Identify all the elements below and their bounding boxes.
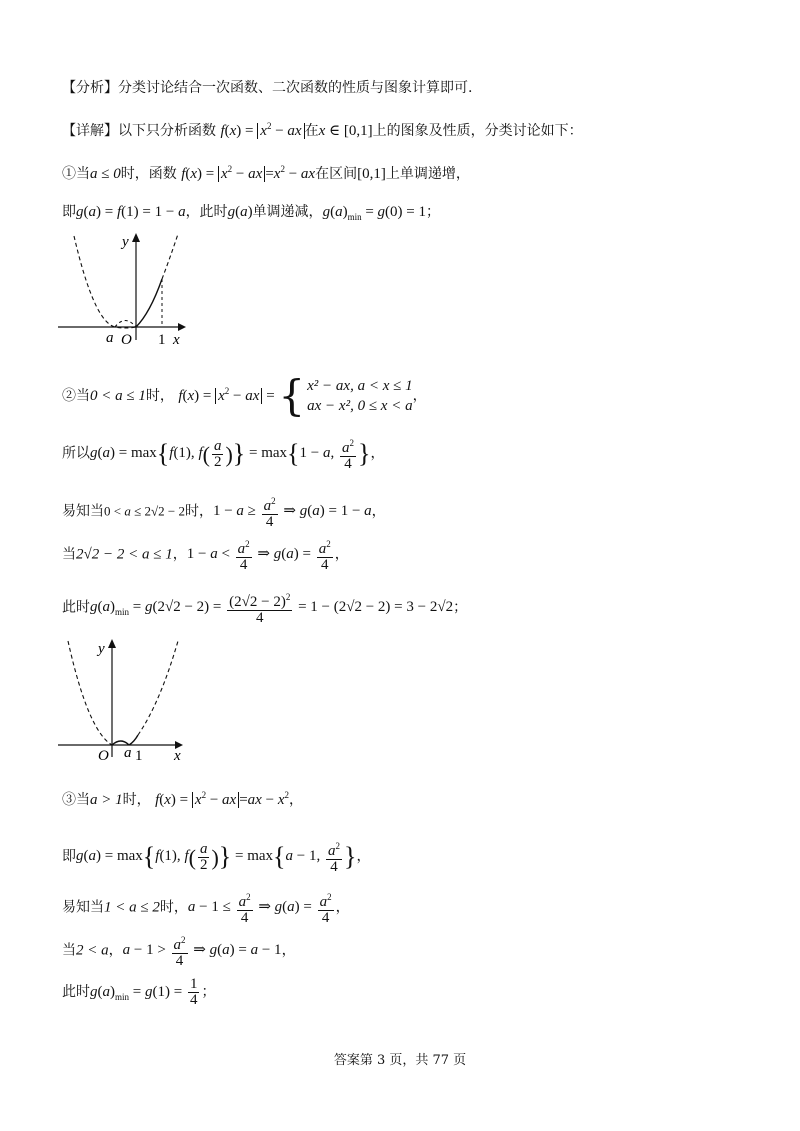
graph2-right-branch <box>138 641 178 735</box>
case3-result2: a − 1 > $\frac{a^2}{4}$ ⇒ g(a) = a − 1 <box>122 935 282 969</box>
graph1-y-arrow <box>132 233 140 242</box>
detail-text-after: 上的图象及性质，分类讨论如下： <box>372 123 583 139</box>
graph1-label-o: O <box>121 332 132 348</box>
case3-line1: ③当a > 1时， $f(x) = x^2$ − ax $=ax - x^2$， <box>62 790 303 808</box>
case3-line2: 即g(a) = max{f(1), f( $\frac{a}{2}$ )} = max{a − 1, $\frac{a^2}{4}$ }， <box>62 840 371 875</box>
case2-piece1: x² − ax, a < x ≤ 1 <box>307 378 413 394</box>
case2-easy-know: 易知当 <box>62 503 104 520</box>
case2-when-cond: 2√2 − 2 < a ≤ 1 <box>76 546 173 563</box>
analysis-line <box>62 78 472 98</box>
case1-cond: a ≤ 0 <box>90 166 121 182</box>
case3-mark: ③ <box>62 792 76 808</box>
detail-text-mid: 在 <box>304 123 319 139</box>
case2-max-formula: g(a) = max{f(1), f( $\frac{a}{2}$ )} = max{1 − a, $\frac{a^2}{4}$ } <box>90 437 371 472</box>
case3-when: 当 <box>62 942 76 959</box>
graph2-label-a: a <box>124 745 132 761</box>
case3-at-this: 此时 <box>62 983 90 1000</box>
case2-ineq1: 0 < a ≤ 2√2 − 2 <box>104 503 185 519</box>
case2-line2: 所以g(a) = max{f(1), f( $\frac{a}{2}$ )} = max{1 − a, $\frac{a^2}{4}$ }， <box>62 437 385 472</box>
case2-result2: 1 − a < $\frac{a^2}{4}$ ⇒ g(a) = $\frac{a^2}{4}$ <box>186 539 331 573</box>
graph-case1 <box>58 228 198 348</box>
case2-line4: 当2√2 − 2 < a ≤ 1，1 − a < $\frac{a^2}{4}$ ⇒ g(a) = $\frac{a^2}{4}$ ， <box>62 539 349 573</box>
case1-ga: g(a) = f(1) = 1 − a <box>76 204 186 220</box>
graph2-label-x: x <box>174 748 181 763</box>
case3-easy-cond: 1 < a ≤ 2 <box>104 899 160 916</box>
case3-so: 即 <box>62 848 76 865</box>
case2-piece2: ax − x², 0 ≤ x < a <box>307 398 413 414</box>
formula-fx: $f(x) = x^2$ − ax <box>220 123 304 139</box>
graph2-rise-solid <box>129 735 138 745</box>
graph1-solid-curve <box>136 279 162 327</box>
graph2-left-branch <box>68 641 112 745</box>
detail-text: 以下只分析函数 <box>118 123 216 139</box>
case3-easy-know: 易知当 <box>62 899 104 916</box>
graph2-label-o: O <box>98 748 109 763</box>
case3-after-cond: 时， <box>122 792 151 808</box>
case1-mid: ，此时 <box>185 204 228 220</box>
case2-line5: 此时$g(a)_{min} = g(2√2 - 2)$ = $\frac{(2√2 - 2)^2}{4}$ = 1 − (2√2 − 2) = 3 − 2√2； <box>62 592 468 626</box>
graph1-label-1: 1 <box>158 332 166 348</box>
case3-line4: 当2 < a，a − 1 > $\frac{a^2}{4}$ ⇒ g(a) = a − 1， <box>62 935 296 969</box>
page-footer: 答案第 3 页，共 77 页 <box>333 1053 467 1068</box>
graph-case2 <box>58 633 198 763</box>
graph2-label-1: 1 <box>135 748 143 763</box>
case1-mark: ① <box>62 166 76 182</box>
case3-line3: 易知当1 < a ≤ 2时，a − 1 ≤ $\frac{a^2}{4}$ ⇒ g(a) = $\frac{a^2}{4}$ ， <box>62 892 350 926</box>
case3-formula: $f(x) = x^2$ − ax $=ax - x^2$ <box>155 790 289 808</box>
case2-when: 当 <box>62 546 76 563</box>
case2-cases <box>307 376 412 416</box>
case2-min: $g(a)_{min} = g(2√2 - 2)$ = $\frac{(2√2 - 2)^2}{4}$ = 1 − (2√2 − 2) = 3 − 2√2 <box>90 592 454 626</box>
formula-domain: x ∈ [0,1] <box>318 123 373 139</box>
graph1-x-arrow <box>178 323 186 331</box>
case2-so: 所以 <box>62 445 90 462</box>
case1-monotone-after: 上单调递增， <box>385 166 470 182</box>
case2-line3: 易知当0 < a ≤ 2√2 − 2时，1 − a ≥ $\frac{a^2}{4}$ ⇒ g(a) = 1 − a， <box>62 496 386 530</box>
case2-result1: 1 − a ≥ $\frac{a^2}{4}$ ⇒ g(a) = 1 − a <box>212 496 372 530</box>
case3-cond: a > 1 <box>90 792 123 808</box>
graph1-right-branch <box>162 234 178 279</box>
case1-monotone: 在区间 <box>315 166 358 182</box>
graph1-label-y: y <box>122 234 129 250</box>
detail-tag: 【详解】 <box>62 123 118 139</box>
graph1-label-a: a <box>106 330 114 346</box>
case2-cond: 0 < a ≤ 1 <box>90 388 146 404</box>
case2-formula: $f(x) = x^2$ − ax = <box>178 386 279 404</box>
case3-intro: 当 <box>76 792 90 808</box>
graph2-label-y: y <box>98 641 105 657</box>
case2-at-this: 此时 <box>62 599 90 616</box>
case1-intro: 当 <box>76 166 90 182</box>
graph2-y-arrow <box>108 639 116 648</box>
case3-max-formula: g(a) = max{f(1), f( $\frac{a}{2}$ )} = max{a − 1, $\frac{a^2}{4}$ } <box>76 840 357 875</box>
case1-end: ； <box>426 204 440 220</box>
analysis-text: 分类讨论结合一次函数、二次函数的性质与图象计算即可. <box>118 80 473 96</box>
case1-line2: 即g(a) = f(1) = 1 − a，此时g(a)单调递减，$g(a)_{min} = g(0) = 1$； <box>62 204 440 222</box>
case2-mark: ② <box>62 388 76 404</box>
case3-line5: 此时$g(a)_{min} = g(1)$ = $\frac{1}{4}$ ； <box>62 976 216 1008</box>
case3-min: $g(a)_{min} = g(1)$ = $\frac{1}{4}$ <box>90 976 198 1008</box>
analysis-tag: 【分析】 <box>62 80 118 96</box>
case2-after-cond: 时， <box>145 388 174 404</box>
case2-intro: 当 <box>76 388 90 404</box>
case1-prefix: 即 <box>62 204 76 220</box>
case3-when-cond: 2 < a <box>76 942 109 959</box>
detail-line <box>62 116 583 141</box>
case1-line1: ①当a ≤ 0时，函数 $f(x) = x^2$ − ax $=x^2$ − ax在区间[0,1]上单调递增， <box>62 164 470 182</box>
case1-formula: $f(x) = x^2$ − ax $=x^2$ − ax <box>181 164 316 182</box>
graph1-bump <box>115 321 136 328</box>
case3-result1: a − 1 ≤ $\frac{a^2}{4}$ ⇒ g(a) = $\frac{a^2}{4}$ <box>187 892 332 926</box>
graph1-label-x: x <box>173 332 180 348</box>
case2-line1: ②当0 < a ≤ 1时， $f(x) = x^2$ − ax = { x² − ax, a < x ≤ 1 ax − x², 0 ≤ x < a ， <box>62 371 427 420</box>
case1-after-cond: 时，函数 <box>120 166 177 182</box>
case1-mid2: 单调递减， <box>252 204 323 220</box>
